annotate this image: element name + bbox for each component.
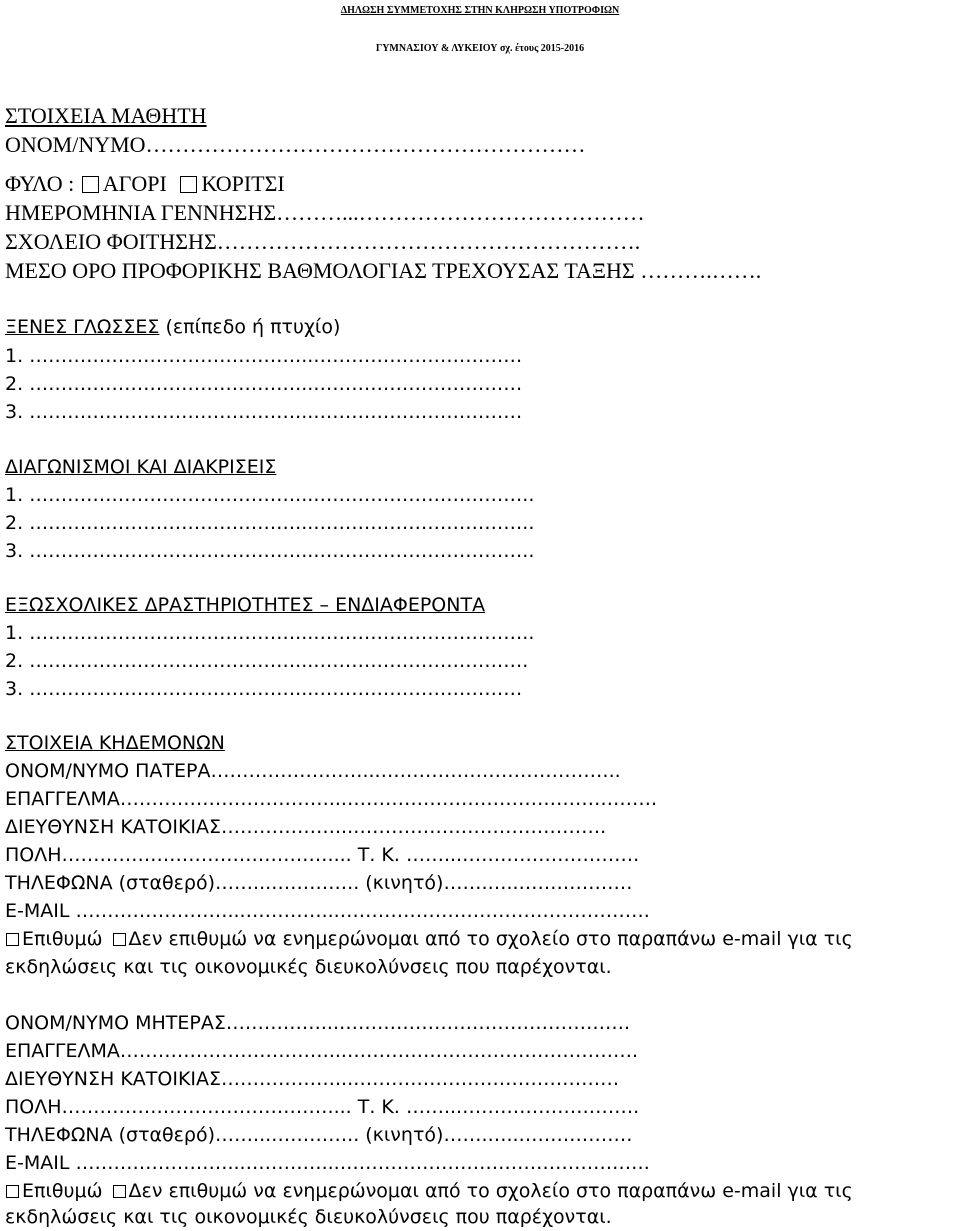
mother-consent-yes-checkbox[interactable]	[6, 1185, 19, 1198]
gender-boy-label: ΑΓΟΡΙ	[102, 171, 167, 196]
father-job-field[interactable]: ΕΠΑΓΓΕΛΜΑ……………………………...………………………………………….	[5, 788, 658, 810]
form-title-line-2: ΓΥΜΝΑΣΙΟΥ & ΛΥΚΕΙΟΥ σχ. έτους 2015-2016	[375, 43, 585, 54]
school-field[interactable]: ΣΧΟΛΕΙΟ ΦΟΙΤΗΣΗΣ………………………………………………….	[5, 229, 641, 254]
father-consent-row	[5, 925, 853, 953]
father-name-field[interactable]: ΟΝΟΜ/ΝΥΜΟ ΠΑΤΕΡΑ……………………...………………………………..	[5, 760, 621, 782]
gender-girl-checkbox[interactable]	[180, 176, 197, 193]
father-consent-yes-label: Επιθυμώ	[22, 928, 103, 950]
competition-item-3[interactable]: 3. ……………………………………...……………………………..	[5, 540, 535, 562]
languages-heading-row	[5, 313, 340, 341]
mother-consent-continuation: εκδηλώσεις και τις οικονομικές διευκολύνσεις που παρέχονται.	[5, 1206, 612, 1228]
father-consent-no-label: Δεν επιθυμώ να ενημερώνομαι από το σχολείο στο παραπάνω e-mail για τις	[128, 928, 853, 950]
mother-job-field[interactable]: ΕΠΑΓΓΕΛΜΑ……………………………...……………………………………….	[5, 1040, 639, 1062]
mother-consent-yes-label: Επιθυμώ	[22, 1180, 103, 1202]
student-name-field[interactable]: ΟΝΟΜ/ΝΥΜΟ……………………………………………………	[5, 132, 586, 157]
competition-item-1[interactable]: 1. ……………………………………...……………………………..	[5, 484, 535, 506]
mother-consent-no-label: Δεν επιθυμώ να ενημερώνομαι από το σχολείο στο παραπάνω e-mail για τις	[128, 1180, 853, 1202]
mother-name-field[interactable]: ΟΝΟΜ/ΝΥΜΟ ΜΗΤΕΡΑΣ……………...……………………………………….	[5, 1012, 631, 1034]
father-email-field[interactable]: E-MAIL ……………………...…………...………………………………………….	[5, 900, 650, 922]
father-consent-continuation: εκδηλώσεις και τις οικονομικές διευκολύνσεις που παρέχονται.	[5, 956, 612, 978]
form-title-line-1: ΔΗΛΩΣΗ ΣΥΜΜΕΤΟΧΗΣ ΣΤΗΝ ΚΛΗΡΩΣΗ ΥΠΟΤΡΟΦΙΩΝ	[340, 5, 620, 16]
father-city-field[interactable]: ΠΟΛΗ…………………………………….... Τ. Κ. ……...……………………….	[5, 844, 640, 866]
father-consent-no-checkbox[interactable]	[113, 933, 126, 946]
languages-heading-note: (επίπεδο ή πτυχίο)	[159, 316, 341, 338]
extracurricular-item-3[interactable]: 3. ……………………………………...……………………………	[5, 678, 523, 700]
mother-email-field[interactable]: E-MAIL ……………………...…………...………………………………………….	[5, 1152, 650, 1174]
mother-consent-no-checkbox[interactable]	[113, 1185, 126, 1198]
mother-city-field[interactable]: ΠΟΛΗ…………………………………….... Τ. Κ. ……...……………………….	[5, 1096, 640, 1118]
language-item-1[interactable]: 1. ……………………………………...……………………………	[5, 345, 523, 367]
gpa-field[interactable]: ΜΕΣΟ ΟΡΟ ΠΡΟΦΟΡΙΚΗΣ ΒΑΘΜΟΛΟΓΙΑΣ ΤΡΕΧΟΥΣΑΣ ΤΑΞΗΣ ……….…….	[5, 258, 762, 283]
mother-address-field[interactable]: ΔΙΕΥΘΥΝΣΗ ΚΑΤΟΙΚΙΑΣ………………...……………………………………	[5, 1068, 620, 1090]
extracurricular-item-1[interactable]: 1. ……………………………………...……………………………..	[5, 622, 535, 644]
extracurricular-heading: ΕΞΩΣΧΟΛΙΚΕΣ ΔΡΑΣΤΗΡΙΟΤΗΤΕΣ – ΕΝΔΙΑΦΕΡΟΝΤΑ	[5, 594, 486, 616]
gender-boy-checkbox[interactable]	[82, 176, 99, 193]
extracurricular-item-2[interactable]: 2. ……………………………………...…………………………….	[5, 650, 529, 672]
father-address-field[interactable]: ΔΙΕΥΘΥΝΣΗ ΚΑΤΟΙΚΙΑΣ………………...………………………………….	[5, 816, 607, 838]
birthdate-field[interactable]: ΗΜΕΡΟΜΗΝΙΑ ΓΕΝΝΗΣΗΣ………...…………………………………	[5, 200, 645, 225]
father-phone-field[interactable]: ΤΗΛΕΦΩΝΑ (σταθερό)……...………….. (κινητό)…….…..………………	[5, 872, 633, 894]
languages-heading: ΞΕΝΕΣ ΓΛΩΣΣΕΣ	[5, 316, 160, 338]
mother-consent-row	[5, 1177, 853, 1205]
language-item-3[interactable]: 3. ……………………………………...……………………………	[5, 401, 523, 423]
gender-girl-label: ΚΟΡΙΤΣΙ	[201, 171, 285, 196]
mother-phone-field[interactable]: ΤΗΛΕΦΩΝΑ (σταθερό)……...………….. (κινητό)…….…..………………	[5, 1124, 633, 1146]
father-consent-yes-checkbox[interactable]	[6, 933, 19, 946]
gender-row	[5, 170, 285, 198]
language-item-2[interactable]: 2. ……………………………………...……………………………	[5, 373, 523, 395]
student-section-heading: ΣΤΟΙΧΕΙΑ ΜΑΘΗΤΗ	[5, 103, 207, 128]
competitions-heading: ΔΙΑΓΩΝΙΣΜΟΙ ΚΑΙ ΔΙΑΚΡΙΣΕΙΣ	[5, 456, 277, 478]
gender-label: ΦΥΛΟ :	[5, 171, 75, 196]
competition-item-2[interactable]: 2. ……………………………………...……………………………..	[5, 512, 535, 534]
guardians-heading: ΣΤΟΙΧΕΙΑ ΚΗΔΕΜΟΝΩΝ	[5, 732, 225, 754]
